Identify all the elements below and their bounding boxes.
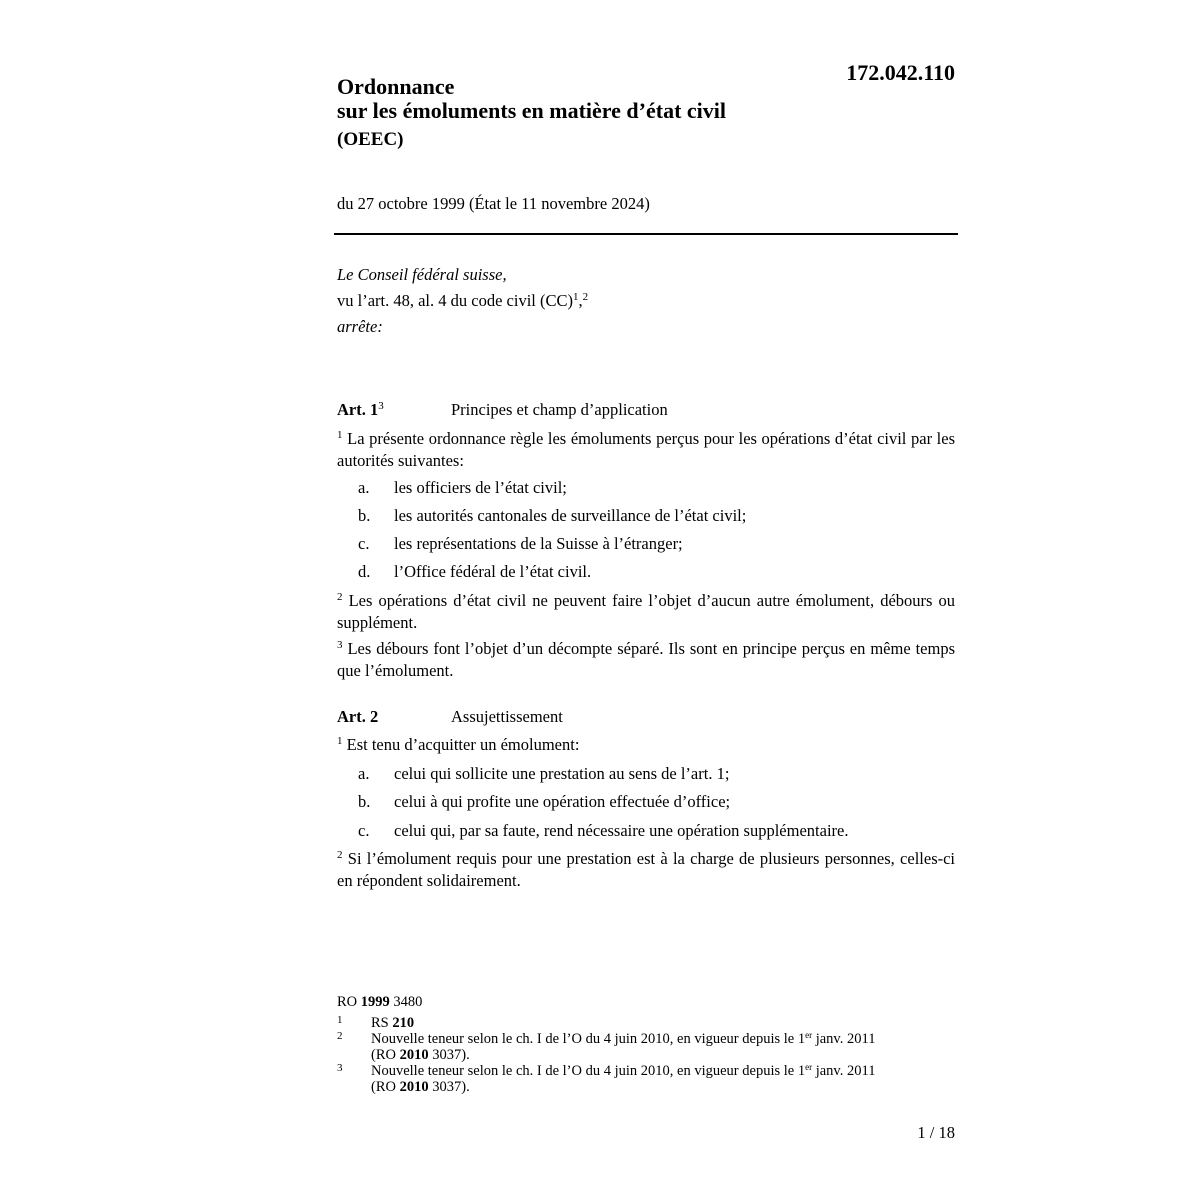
footnote-1-sr: 210 [392,1015,415,1031]
article-1-paragraph-3 [337,639,955,681]
header-divider [334,233,958,235]
article-1-title: Principes et champ d’application [451,400,668,419]
footnote-2-ordinal: er [805,1030,813,1040]
paragraph-number: 2 [337,591,343,603]
paragraph-text: Les débours font l’objet d’un décompte séparé. Ils sont en principe perçus en même temps que l’émolument. [337,639,955,680]
ro-prefix: RO [337,994,361,1010]
paragraph-text: Est tenu d’acquitter un émolument: [346,735,580,754]
title-line-1: Ordonnance [337,74,455,99]
list-item-letter: a. [358,764,370,783]
article-1-number [337,400,451,420]
footnote-separator: , [578,291,583,310]
paragraph-number: 3 [337,639,343,651]
footnote-3-line-2 [371,1079,470,1096]
paragraph-text: Si l’émolument requis pour une prestation est à la charge de plusieurs personnes, celles-ci en répondent solidairement. [337,849,956,890]
ro-reference [337,994,422,1011]
footnote-2-number: 2 [337,1030,343,1042]
footnote-2-text-a: Nouvelle teneur selon le ch. I de l’O du 4 juin 2010, en vigueur depuis le 1 [371,1031,806,1047]
list-item-letter: c. [358,821,370,840]
list-item-letter: a. [358,478,370,497]
preamble-basis [337,290,588,314]
footnote-2-ref-b: 3037). [428,1047,470,1063]
list-item-text: celui qui, par sa faute, rend nécessaire une opération supplémentaire. [394,821,849,840]
paragraph-text: Les opérations d’état civil ne peuvent faire l’objet d’aucun autre émolument, débours ou supplément. [337,591,955,632]
ro-page: 3480 [389,994,423,1010]
footnote-ref-3[interactable]: 3 [378,400,384,412]
article-2-number: Art. 2 [337,707,379,726]
paragraph-number: 1 [337,735,343,747]
list-item-text: celui à qui profite une opération effectuée d’office; [394,792,731,811]
article-2-title: Assujettissement [451,707,563,726]
footnote-3-text-a: Nouvelle teneur selon le ch. I de l’O du 4 juin 2010, en vigueur depuis le 1 [371,1063,806,1079]
footnote-1-number: 1 [337,1014,343,1026]
footnote-1-prefix: RS [371,1015,393,1031]
paragraph-text: La présente ordonnance règle les émoluments perçus pour les opérations d’état civil par les autorités suivantes: [337,429,956,470]
list-item-text: les officiers de l’état civil; [394,478,567,497]
list-item-letter: b. [358,792,371,811]
list-item-letter: b. [358,506,371,525]
paragraph-number: 1 [337,429,343,441]
document-date: du 27 octobre 1999 (État le 11 novembre 2024) [337,194,650,213]
title-line-2: sur les émoluments en matière d’état civil [337,98,726,123]
footnote-3-text-b: janv. 2011 [812,1063,876,1079]
list-item-letter: c. [358,534,370,553]
footnote-3-line-1 [371,1063,875,1080]
article-1-heading [337,400,668,420]
ro-year: 1999 [360,994,390,1010]
list-item-text: celui qui sollicite une prestation au sens de l’art. 1; [394,764,730,783]
list-item-text: les autorités cantonales de surveillance de l’état civil; [394,506,747,525]
list-item-text: l’Office fédéral de l’état civil. [394,562,592,581]
article-1-paragraph-2 [337,591,955,633]
footnote-3-ref-b: 3037). [428,1079,470,1095]
footnote-3-ordinal: er [805,1062,813,1072]
paragraph-number: 2 [337,849,343,861]
article-2-heading [337,707,563,727]
footnote-2-line-2 [371,1047,470,1064]
article-2-paragraph-1 [337,735,955,757]
footnote-3-number: 3 [337,1062,343,1074]
page-number: 1 / 18 [917,1123,955,1142]
footnote-2-line-1 [371,1031,875,1048]
sr-number: 172.042.110 [846,60,955,85]
footnote-2-ref-a: (RO [371,1047,400,1063]
preamble-decree: arrête: [337,317,383,336]
article-2-paragraph-2 [337,849,955,891]
list-item-text: les représentations de la Suisse à l’étranger; [394,534,683,553]
footnote-3-ref-a: (RO [371,1079,400,1095]
footnote-2-text-b: janv. 2011 [812,1031,876,1047]
article-1-number-text: Art. 1 [337,400,379,419]
footnote-3-ref-year: 2010 [399,1079,429,1095]
list-item-letter: d. [358,562,371,581]
preamble-authority: Le Conseil fédéral suisse, [337,265,507,284]
footnote-ref-1[interactable]: 1 [573,291,579,303]
preamble-basis-text: vu l’art. 48, al. 4 du code civil (CC) [337,291,573,310]
footnote-2-ref-year: 2010 [399,1047,429,1063]
footnote-ref-2[interactable]: 2 [582,291,589,303]
title-abbreviation: (OEEC) [337,129,404,150]
article-1-paragraph-1 [337,429,955,471]
footnote-1-text [371,1015,414,1032]
